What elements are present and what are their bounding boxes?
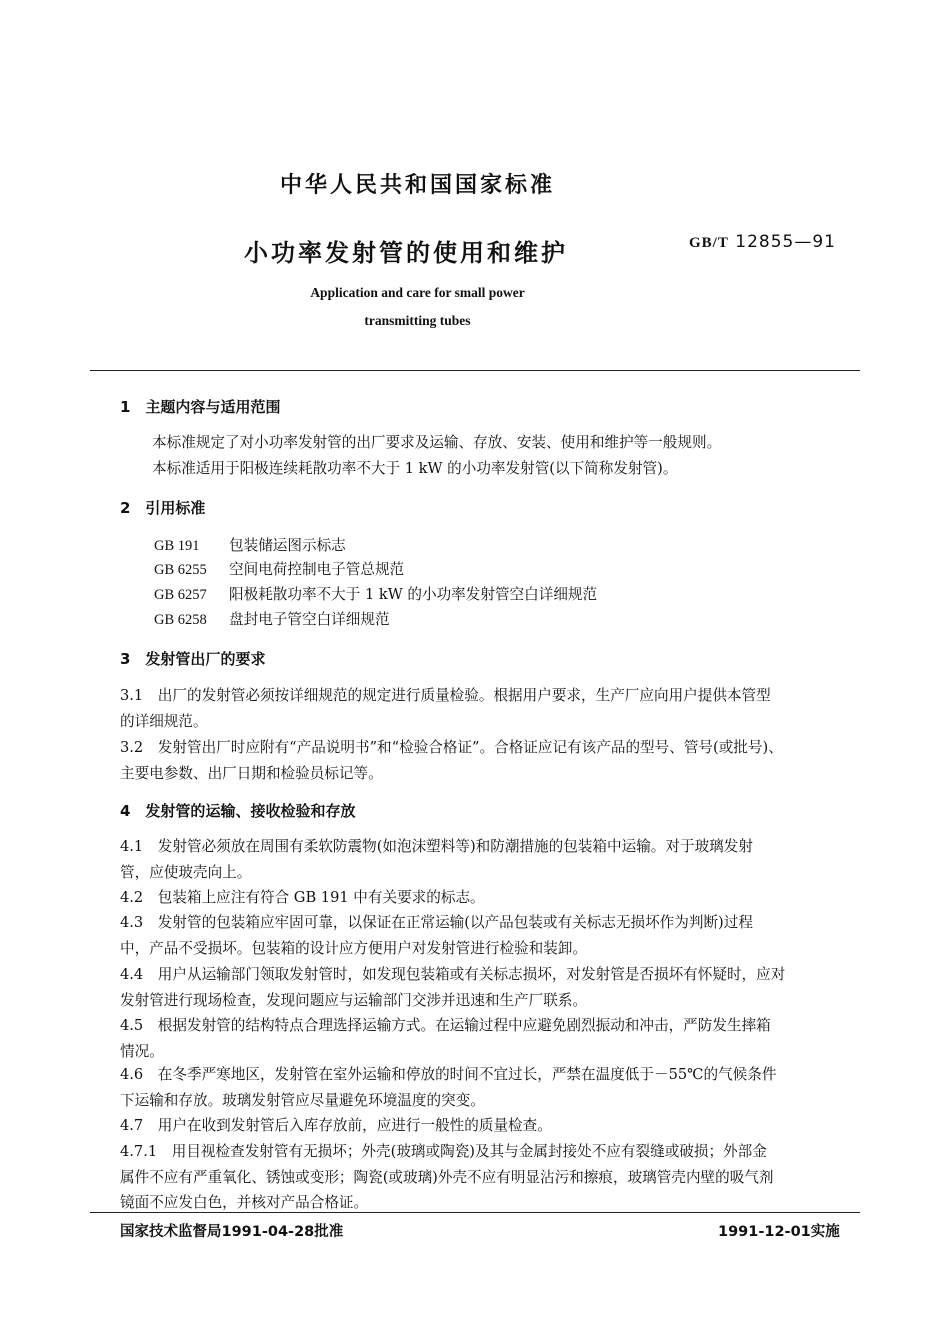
section-2-heading: 2 引用标准 <box>120 499 206 517</box>
clause-4-6-line-2: 下运输和存放。玻璃发射管应尽量避免环境温度的突变。 <box>120 1092 485 1109</box>
reference-title: 空间电荷控制电子管总规范 <box>229 561 405 578</box>
clause-4-7-1-line-2: 属件不应有严重氧化、锈蚀或变形；陶瓷(或玻璃)外壳不应有明显沾污和擦痕，玻璃管壳内壁的吸气剂 <box>120 1169 774 1186</box>
standard-code-number: 12855—91 <box>735 232 836 252</box>
clause-4-2: 4.2 包装箱上应注有符合 GB 191 中有关要求的标志。 <box>120 889 485 906</box>
section-1-heading: 1 主题内容与适用范围 <box>120 398 281 416</box>
implementation-date: 1991-12-01实施 <box>718 1224 840 1240</box>
clause-4-3-line-2: 中，产品不受损坏。包装箱的设计应方便用户对发射管进行检验和装卸。 <box>120 940 588 957</box>
section-1-paragraph-1: 本标准规定了对小功率发射管的出厂要求及运输、存放、安装、使用和维护等一般规则。 <box>152 434 722 451</box>
clause-4-5-line-2: 情况。 <box>120 1043 164 1060</box>
reference-title: 包装储运图示标志 <box>229 537 346 554</box>
clause-4-4-line-2: 发射管进行现场检查，发现问题应与运输部门交涉并迅速和生产厂联系。 <box>120 992 588 1009</box>
reference-title: 阳极耗散功率不大于 1 kW 的小功率发射管空白详细规范 <box>229 586 598 603</box>
standard-code <box>689 232 836 252</box>
reference-item <box>154 534 346 555</box>
reference-code: GB 191 <box>154 538 200 554</box>
section-3-heading: 3 发射管出厂的要求 <box>120 650 266 668</box>
approval-line: 国家技术监督局1991-04-28批准 <box>120 1224 344 1240</box>
section-4-heading: 4 发射管的运输、接收检验和存放 <box>120 802 356 820</box>
document-title-en-line1: Application and care for small power <box>310 285 525 300</box>
reference-title: 盘封电子管空白详细规范 <box>229 611 390 628</box>
standard-code-prefix: GB/T <box>689 235 729 251</box>
document-title-cn: 小功率发射管的使用和维护 <box>244 239 568 267</box>
clause-4-5-line-1: 4.5 根据发射管的结构特点合理选择运输方式。在运输过程中应避免剧烈振动和冲击，严防发生摔箱 <box>120 1017 771 1034</box>
clause-3-2-line-1: 3.2 发射管出厂时应附有“产品说明书”和“检验合格证”。合格证应记有该产品的型号、管号(或批号)、 <box>120 739 783 756</box>
footer-divider <box>90 1212 860 1213</box>
clause-4-4-line-1: 4.4 用户从运输部门领取发射管时，如发现包装箱或有关标志损坏，对发射管是否损坏有怀疑时，应对 <box>120 966 786 983</box>
clause-4-7: 4.7 用户在收到发射管后入库存放前，应进行一般性的质量检查。 <box>120 1117 552 1134</box>
reference-item <box>154 558 404 579</box>
clause-3-2-line-2: 主要电参数、出厂日期和检验员标记等。 <box>120 765 383 782</box>
reference-item <box>154 608 390 629</box>
reference-code: GB 6257 <box>154 587 207 603</box>
header-divider <box>90 370 860 371</box>
clause-4-1-line-2: 管，应使玻壳向上。 <box>120 864 252 881</box>
clause-3-1-line-1: 3.1 出厂的发射管必须按详细规范的规定进行质量检验。根据用户要求，生产厂应向用户提供本管型 <box>120 687 771 704</box>
clause-4-7-1-line-1: 4.7.1 用目视检查发射管有无损坏；外壳(玻璃或陶瓷)及其与金属封接处不应有裂缝或破损；外部金 <box>120 1143 767 1160</box>
reference-item <box>154 583 597 604</box>
reference-code: GB 6258 <box>154 612 207 628</box>
clause-4-7-1-line-3: 镜面不应发白色，并核对产品合格证。 <box>120 1194 369 1211</box>
clause-3-1-line-2: 的详细规范。 <box>120 713 208 730</box>
national-standard-header: 中华人民共和国国家标准 <box>279 173 555 198</box>
clause-4-6-line-1: 4.6 在冬季严寒地区，发射管在室外运输和停放的时间不宜过长，严禁在温度低于－55℃的气候条件 <box>120 1066 777 1083</box>
clause-4-1-line-1: 4.1 发射管必须放在周围有柔软防震物(如泡沫塑料等)和防潮措施的包装箱中运输。对于玻璃发射 <box>120 838 753 855</box>
section-1-paragraph-2: 本标准适用于阳极连续耗散功率不大于 1 kW 的小功率发射管(以下简称发射管)。 <box>152 460 678 477</box>
clause-4-3-line-1: 4.3 发射管的包装箱应牢固可靠，以保证在正常运输(以产品包装或有关标志无损坏作为判断)过程 <box>120 914 753 931</box>
document-title-en-line2: transmitting tubes <box>364 313 471 328</box>
reference-code: GB 6255 <box>154 562 207 578</box>
